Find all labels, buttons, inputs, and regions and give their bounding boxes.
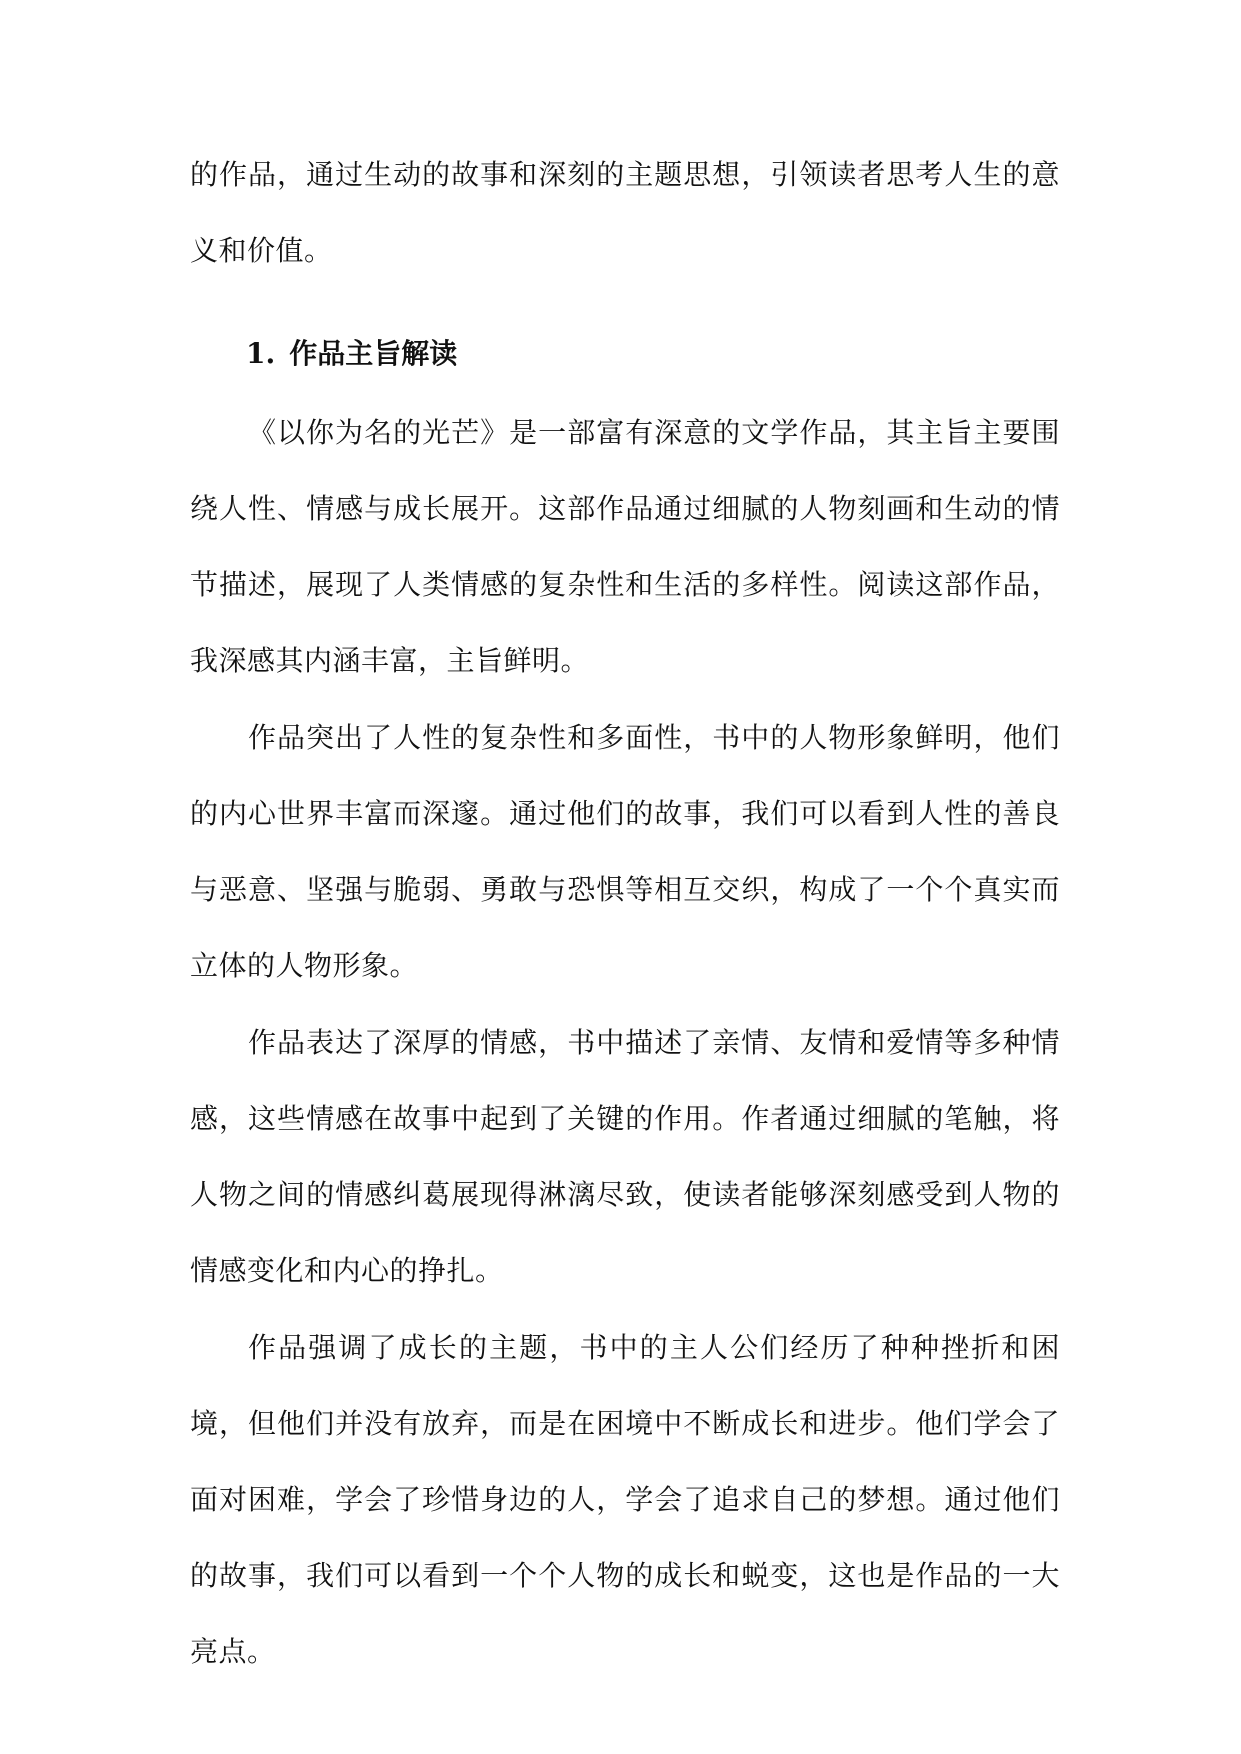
section-number: 1. (246, 337, 276, 370)
intro-paragraph (190, 137, 1060, 289)
body-paragraph-3 (190, 1005, 1060, 1309)
body-paragraph-2 (190, 700, 1060, 1004)
intro-text: 的作品，通过生动的故事和深刻的主题思想，引领读者思考人生的意义和价值。 (190, 158, 1060, 267)
paragraph-text: 作品突出了人性的复杂性和多面性，书中的人物形象鲜明，他们的内心世界丰富而深邃。通过他们的故事，我们可以看到人性的善良与恶意、坚强与脆弱、勇敢与恐惧等相互交织，构成了一个个真实而立体的人物形象。 (190, 721, 1060, 982)
paragraph-text: 作品强调了成长的主题，书中的主人公们经历了种种挫折和困境，但他们并没有放弃，而是在困境中不断成长和进步。他们学会了面对困难，学会了珍惜身边的人，学会了追求自己的梦想。通过他们的故事，我们可以看到一个个人物的成长和蜕变，这也是作品的一大亮点。 (190, 1331, 1060, 1668)
section-title: 作品主旨解读 (289, 337, 458, 370)
paragraph-text: 作品表达了深厚的情感，书中描述了亲情、友情和爱情等多种情感，这些情感在故事中起到了关键的作用。作者通过细腻的笔触，将人物之间的情感纠葛展现得淋漓尽致，使读者能够深刻感受到人物的情感变化和内心的挣扎。 (190, 1026, 1060, 1287)
body-paragraph-4 (190, 1310, 1060, 1690)
paragraph-text: 《以你为名的光芒》是一部富有深意的文学作品，其主旨主要围绕人性、情感与成长展开。这部作品通过细腻的人物刻画和生动的情节描述，展现了人类情感的复杂性和生活的多样性。阅读这部作品，我深感其内涵丰富，主旨鲜明。 (190, 416, 1060, 677)
section-heading (246, 316, 457, 392)
body-paragraph-1 (190, 395, 1060, 699)
